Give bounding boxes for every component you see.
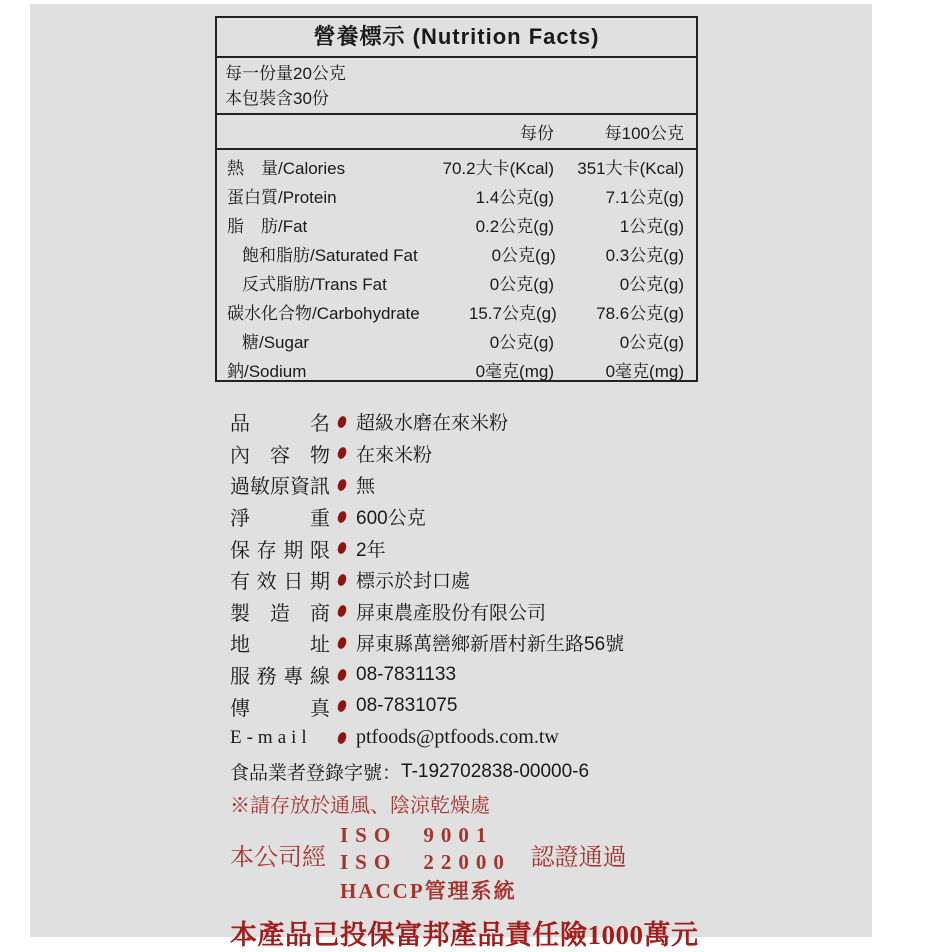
product-info-row [230, 501, 710, 533]
bullet-icon [336, 731, 348, 745]
per-100g-value: 351大卡(Kcal) [577, 159, 684, 178]
field-value: 600公克 [356, 508, 426, 530]
per-serving-value: 1.4公克(g) [475, 188, 554, 207]
bullet-icon [336, 573, 348, 587]
per-serving-value: 0公克(g) [489, 333, 554, 352]
certification-block [230, 822, 710, 906]
storage-note: ※請存放於通風、陰涼乾燥處 [230, 794, 490, 817]
field-value: 08-7831075 [356, 695, 458, 717]
nutrition-row [217, 181, 696, 210]
per-100g-value: 78.6公克(g) [596, 304, 684, 323]
field-label: 內容物 [230, 444, 330, 467]
bullet-icon [336, 541, 348, 555]
nutrition-table-title: 營養標示 (Nutrition Facts) [217, 18, 696, 58]
haccp-line: HACCP管理系統 [340, 878, 517, 903]
registration-label: 食品業者登錄字號： [230, 763, 402, 785]
nutrient-name: 熱 量/Calories [227, 159, 346, 178]
field-value: 無 [356, 476, 376, 498]
nutrient-name: 飽和脂肪/Saturated Fat [242, 246, 418, 265]
product-info-row [230, 722, 710, 754]
nutrient-name: 糖/Sugar [242, 333, 310, 352]
field-value: ptfoods@ptfoods.com.tw [356, 726, 559, 749]
field-value: 在來米粉 [356, 444, 433, 466]
per-serving-value: 0公克(g) [491, 246, 556, 265]
nutrition-rows [217, 150, 696, 384]
iso-22000-line: ISO 22000 [340, 849, 511, 874]
product-info-row [230, 532, 710, 564]
nutrient-name: 反式脂肪/Trans Fat [242, 275, 387, 294]
nutrition-row [217, 268, 696, 297]
per-100g-value: 1公克(g) [619, 217, 684, 236]
per-100g-value: 7.1公克(g) [605, 188, 684, 207]
field-label: 保存期限 [230, 539, 330, 562]
per-serving-value: 15.7公克(g) [468, 304, 557, 323]
nutrition-facts-table [215, 16, 698, 382]
servings-per-pack-line: 本包裝含30份 [225, 89, 329, 108]
field-label: E-mail [230, 726, 312, 748]
bullet-icon [336, 604, 348, 618]
bullet-icon [336, 446, 348, 460]
field-label: 地址 [230, 634, 330, 657]
product-info-row [230, 406, 710, 438]
column-header-per-100g: 每100公克 [604, 124, 684, 143]
product-info-row [230, 690, 710, 722]
field-label: 製造商 [230, 602, 330, 625]
insurance-statement: 本產品已投保富邦產品責任險1000萬元 [230, 919, 699, 950]
column-header-per-serving: 每份 [520, 124, 554, 143]
per-serving-value: 70.2大卡(Kcal) [442, 159, 554, 178]
serving-size-line: 每一份量20公克 [225, 64, 346, 83]
field-value: 2年 [356, 539, 386, 561]
nutrient-name: 脂 肪/Fat [227, 217, 308, 236]
field-label: 淨重 [230, 508, 330, 531]
nutrient-name: 鈉/Sodium [227, 362, 307, 381]
field-label: 品名 [230, 413, 330, 436]
bullet-icon [336, 510, 348, 524]
product-info-row [230, 469, 710, 501]
per-serving-value: 0.2公克(g) [475, 217, 554, 236]
nutrition-row [217, 355, 696, 384]
bullet-icon [336, 668, 348, 682]
bullet-icon [336, 699, 348, 713]
registration-value: T-192702838-00000-6 [401, 760, 590, 782]
product-info-section [230, 406, 710, 952]
bullet-icon [336, 415, 348, 429]
field-label: 服務專線 [230, 666, 330, 689]
field-label: 有效日期 [230, 571, 330, 594]
product-info-row [230, 659, 710, 691]
per-100g-value: 0公克(g) [619, 333, 684, 352]
field-label: 過敏原資訊 [230, 476, 330, 499]
product-info-row [230, 438, 710, 470]
field-value: 08-7831133 [356, 663, 457, 685]
product-info-row [230, 564, 710, 596]
nutrient-name: 碳水化合物/Carbohydrate [227, 304, 420, 323]
registration-number-row [230, 756, 710, 788]
serving-info [217, 58, 696, 115]
nutrition-row [217, 152, 696, 181]
per-serving-value: 0毫克(mg) [475, 362, 554, 381]
column-header-row [217, 115, 696, 150]
per-100g-value: 0公克(g) [619, 275, 684, 294]
certification-prefix: 本公司經 [230, 843, 326, 871]
per-100g-value: 0毫克(mg) [605, 362, 684, 381]
iso-9001-line: ISO 9001 [340, 822, 494, 847]
bullet-icon [336, 478, 348, 492]
certification-suffix: 認證通過 [530, 843, 627, 871]
field-value: 屏東縣萬巒鄉新厝村新生路56號 [356, 634, 625, 656]
nutrition-row [217, 297, 696, 326]
per-100g-value: 0.3公克(g) [605, 246, 684, 265]
nutrition-row [217, 210, 696, 239]
field-value: 屏東農產股份有限公司 [356, 602, 547, 624]
product-info-row [230, 627, 710, 659]
product-info-row [230, 596, 710, 628]
label-photo-background [30, 4, 872, 950]
field-label: 傳真 [230, 697, 330, 720]
product-info-rows [230, 406, 710, 754]
certification-standards [340, 822, 517, 906]
field-value: 超級水磨在來米粉 [356, 413, 509, 435]
nutrition-row [217, 239, 696, 268]
nutrient-name: 蛋白質/Protein [227, 188, 337, 207]
field-value: 標示於封口處 [356, 571, 471, 593]
per-serving-value: 0公克(g) [489, 275, 554, 294]
bullet-icon [336, 636, 348, 650]
nutrition-row [217, 326, 696, 355]
